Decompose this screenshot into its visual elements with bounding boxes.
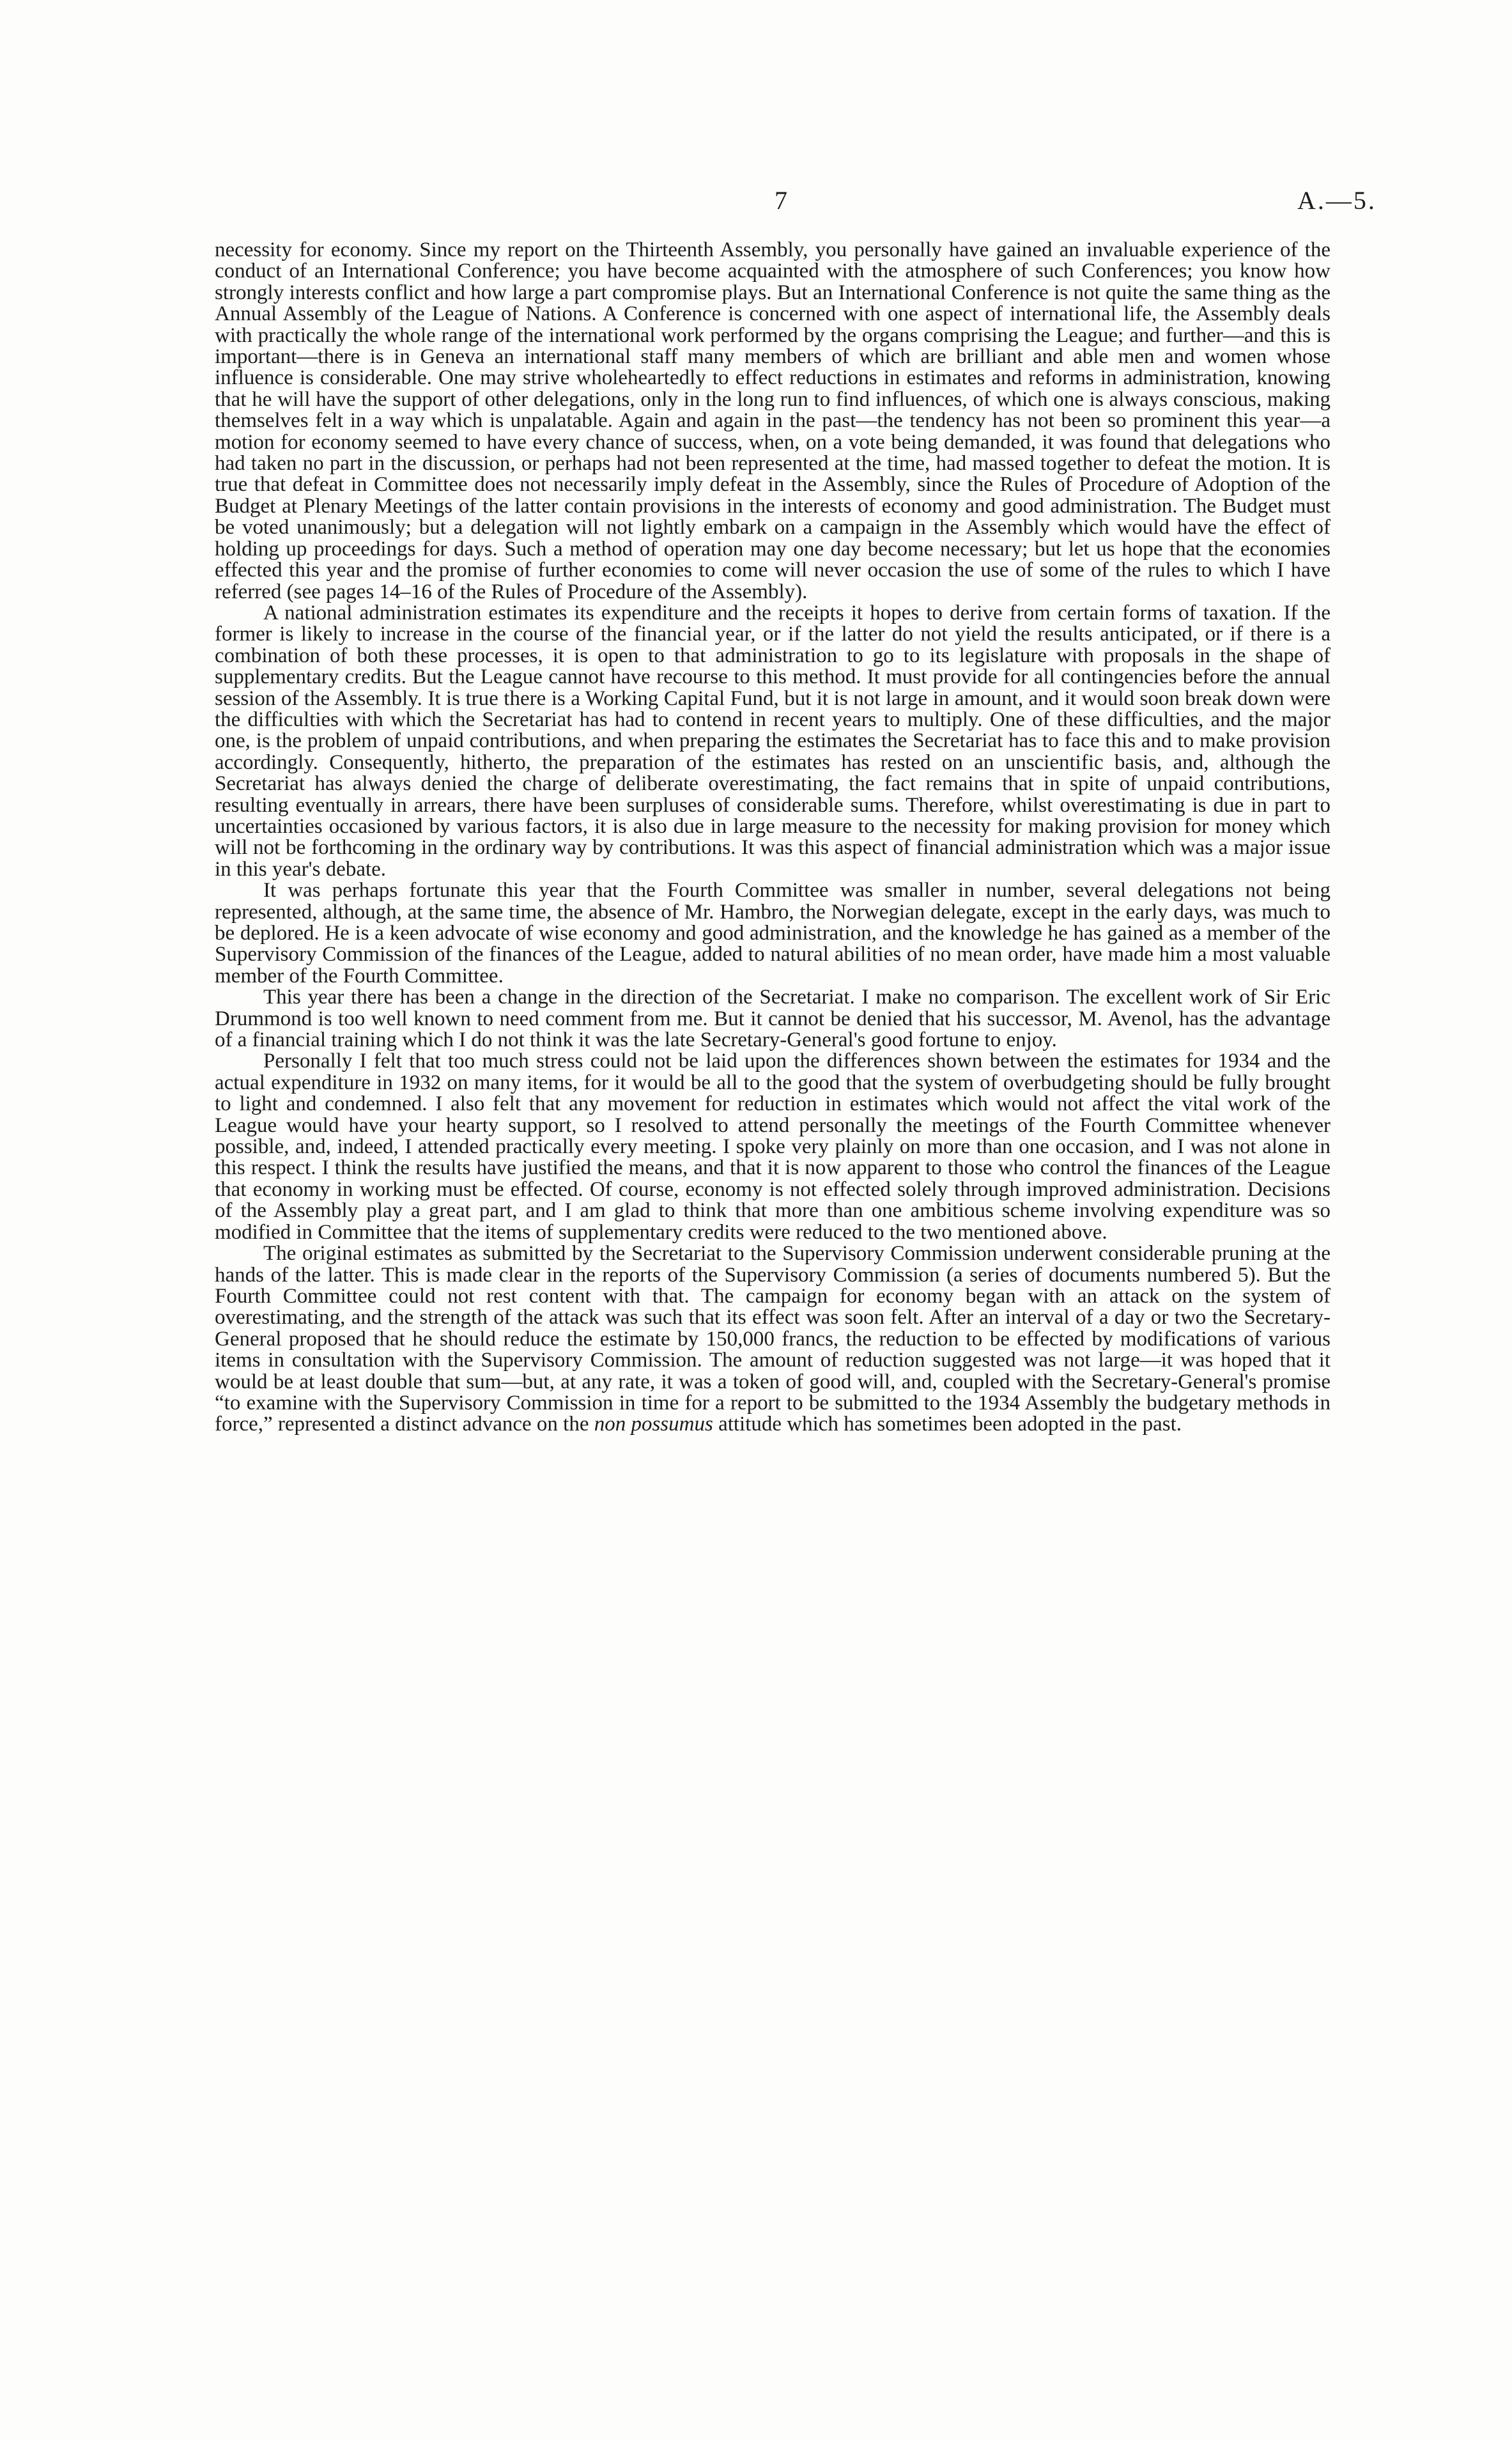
paragraph: This year there has been a change in the direction of the Secretariat. I make no comparison. The excellent work of Sir Eric Drummond is too well known to need comment from me. But it cannot be denied that his successor, M. Avenol, has the advantage of a financial training which I do not think it was the late Secretary-General's good fortune to enjoy. bbox=[215, 986, 1331, 1052]
paragraph bbox=[215, 1243, 1331, 1436]
latin-phrase: non possumus bbox=[594, 1413, 713, 1436]
paragraph: A national administration estimates its expenditure and the receipts it hopes to derive from certain forms of taxation. If the former is likely to increase in the course of the financial year, or if the latter do not yield the results anticipated, or if there is a combination of both these processes, it is open to that administration to go to its legislature with proposals in the shape of supplementary credits. But the League cannot have recourse to this method. It must provide for all contingencies before the annual session of the Assembly. It is true there is a Working Capital Fund, but it is not large in amount, and it would soon break down were the difficulties with which the Secretariat has had to contend in recent years to multiply. One of these difficulties, and the major one, is the problem of unpaid contributions, and when preparing the estimates the Secretariat has to face this and to make provision accordingly. Consequently, hitherto, the preparation of the estimates has rested on an unscientific basis, and, although the Secretariat has always denied the charge of deliberate overestimating, the fact remains that in spite of unpaid contributions, resulting eventually in arrears, there have been surpluses of considerable sums. Therefore, whilst overestimating is due in part to uncertainties occasioned by various factors, it is also due in large measure to the necessity for making provision for money which will not be forthcoming in the ordinary way by contributions. It was this aspect of financial administration which was a major issue in this year's debate. bbox=[215, 601, 1331, 881]
paragraph: Personally I felt that too much stress could not be laid upon the differences shown between the estimates for 1934 and the actual expenditure in 1932 on many items, for it would be all to the good that the system of overbudgeting should be fully brought to light and condemned. I also felt that any movement for reduction in estimates which would not affect the vital work of the League would have your hearty support, so I resolved to attend personally the meetings of the Fourth Committee whenever possible, and, indeed, I attended practically every meeting. I spoke very plainly on more than one occasion, and I was not alone in this respect. I think the results have justified the means, and that it is now apparent to those who control the finances of the League that economy in working must be effected. Of course, economy is not effected solely through improved administration. Decisions of the Assembly play a great part, and I am glad to think that more than one ambitious scheme involving expenditure was so modified in Committee that the items of supplementary credits were reduced to the two mentioned above. bbox=[215, 1050, 1331, 1244]
page-number: 7 bbox=[775, 186, 788, 215]
paragraph-tail: attitude which has sometimes been adopted in the past. bbox=[713, 1413, 1182, 1436]
body-text bbox=[215, 240, 1331, 1436]
paragraph-text: The original estimates as submitted by the Secretariat to the Supervisory Commission underwent considerable pruning at the hands of the latter. This is made clear in the reports of the Supervisory Commission (a series of documents numbered 5). But the Fourth Committee could not rest content with that. The campaign for economy began with an attack on the system of overestimating, and the strength of the attack was such that its effect was soon felt. After an interval of a day or two the Secretary-General proposed that he should reduce the estimate by 150,000 francs, the reduction to be effected by modifications of various items in consultation with the Supervisory Commission. The amount of reduction suggested was not large—it was hoped that it would be at least double that sum—but, at any rate, it was a token of good will, and, coupled with the Secretary-General's promise “to examine with the Supervisory Commission in time for a report to be submitted to the 1934 Assembly the budgetary methods in force,” represented a distinct advance on the bbox=[215, 1242, 1331, 1436]
paragraph: necessity for economy. Since my report on the Thirteenth Assembly, you personally have gained an invaluable experience of the conduct of an International Conference; you have become acquainted with the atmosphere of such Conferences; you know how strongly interests conflict and how large a part compromise plays. But an International Conference is not quite the same thing as the Annual Assembly of the League of Nations. A Conference is concerned with one aspect of international life, the Assembly deals with practically the whole range of the international work performed by the organs comprising the League; and further—and this is important—there is in Geneva an international staff many members of which are brilliant and able men and women whose influence is considerable. One may strive wholeheartedly to effect reductions in estimates and reforms in administration, knowing that he will have the support of other delegations, only in the long run to find influences, of which one is always conscious, making themselves felt in a way which is unpalatable. Again and again in the past—the tendency has not been so prominent this year—a motion for economy seemed to have every chance of success, when, on a vote being demanded, it was found that delegations who had taken no part in the discussion, or perhaps had not been represented at the time, had massed together to defeat the motion. It is true that defeat in Committee does not necessarily imply defeat in the Assembly, since the Rules of Procedure of Adoption of the Budget at Plenary Meetings of the latter contain provisions in the interests of economy and good administration. The Budget must be voted unanimously; but a delegation will not lightly embark on a campaign in the Assembly which would have the effect of holding up proceedings for days. Such a method of operation may one day become necessary; but let us hope that the economies effected this year and the promise of further economies to come will never occasion the use of some of the rules to which I have referred (see pages 14–16 of the Rules of Procedure of the Assembly). bbox=[215, 238, 1331, 603]
document-reference: A.—5. bbox=[1297, 186, 1377, 215]
paragraph: It was perhaps fortunate this year that the Fourth Committee was smaller in number, several delegations not being represented, although, at the same time, the absence of Mr. Hambro, the Norwegian delegate, except in the early days, was much to be deplored. He is a keen advocate of wise economy and good administration, and the knowledge he has gained as a member of the Supervisory Commission of the finances of the League, added to natural abilities of no mean order, have made him a most valuable member of the Fourth Committee. bbox=[215, 879, 1331, 988]
